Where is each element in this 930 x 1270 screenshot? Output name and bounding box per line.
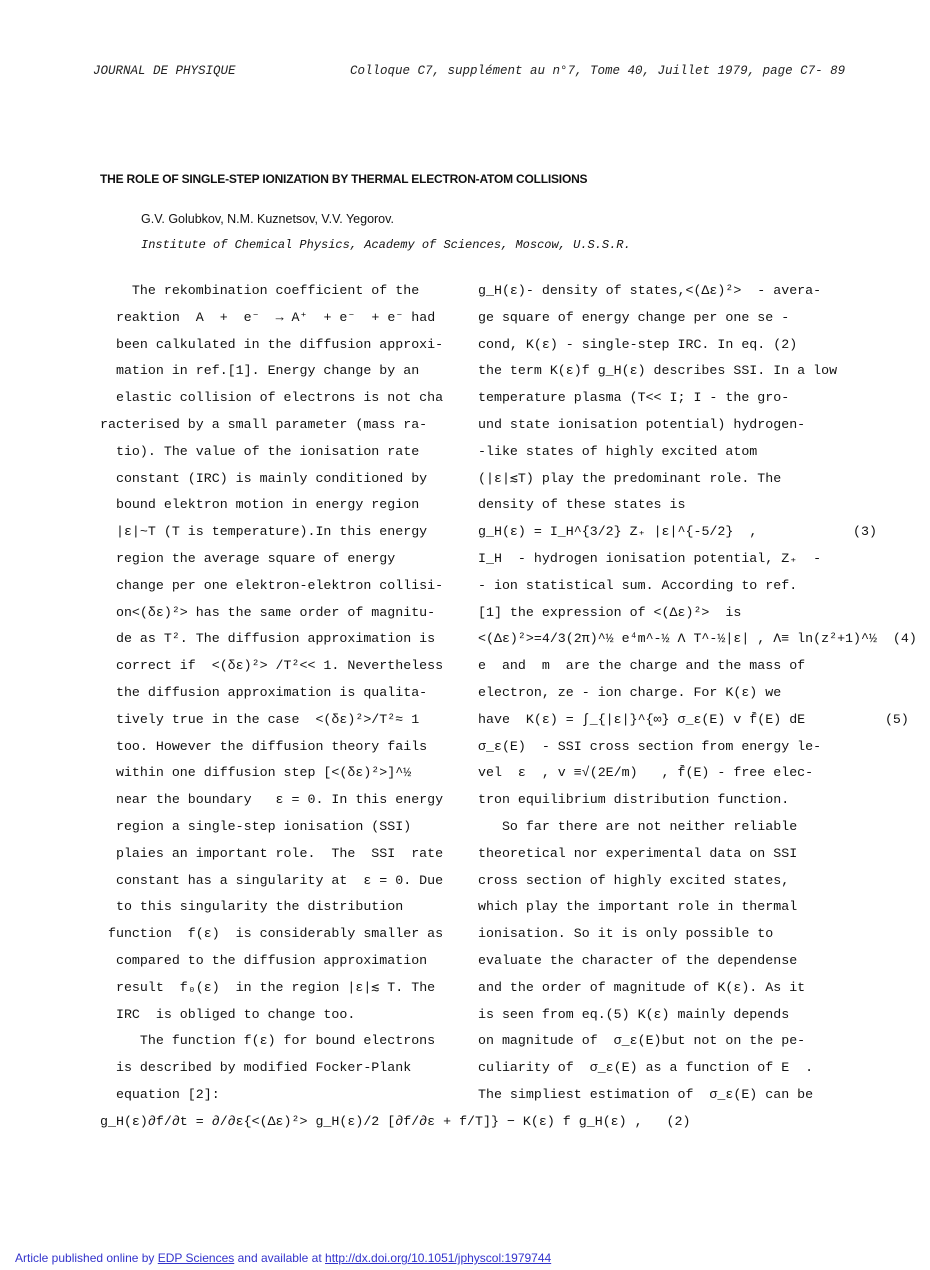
footer-middle: and available at (237, 1251, 322, 1265)
publisher-link[interactable]: EDP Sciences (157, 1251, 235, 1265)
text-line: constant (IRC) is mainly conditioned by (100, 470, 428, 486)
text-line: cond, K(ε) - single-step IRC. In eq. (2) (478, 336, 798, 352)
text-line: culiarity of σ_ε(E) as a function of E . (478, 1060, 814, 1076)
text-line: racterised by a small parameter (mass ra- (100, 416, 428, 432)
text-line: The rekombination coefficient of the (100, 283, 420, 298)
text-line: vel ε , v ≡√(2E/m) , f̄(E) - free elec- (478, 765, 814, 781)
text-line: e and m are the charge and the mass of (478, 658, 806, 674)
text-line: within one diffusion step [<(δε)²>]^½ (100, 765, 412, 781)
text-line: - ion statistical sum. According to ref. (478, 577, 798, 593)
footer (15, 1251, 551, 1265)
paper-title: THE ROLE OF SINGLE-STEP IONIZATION BY THERMAL ELECTRON-ATOM COLLISIONS (100, 172, 588, 186)
text-line: is seen from eq.(5) K(ε) mainly depends (478, 1006, 790, 1022)
text-line: which play the important role in thermal (478, 899, 798, 915)
text-line: und state ionisation potential) hydrogen- (478, 416, 806, 432)
text-line: density of these states is (478, 497, 686, 513)
text-line: tron equilibrium distribution function. (478, 792, 790, 808)
affiliation: Institute of Chemical Physics, Academy of Sciences, Moscow, U.S.S.R. (141, 238, 631, 252)
text-line: change per one elektron-elektron collisi- (100, 577, 444, 593)
text-line: mation in ref.[1]. Energy change by an (100, 363, 420, 379)
text-line: The simpliest estimation of σ_ε(E) can be (478, 1086, 814, 1102)
text-line: and the order of magnitude of K(ε). As it (478, 979, 806, 995)
text-line: function f(ε) is considerably smaller as (100, 926, 444, 942)
text-line: result f₀(ε) in the region |ε|≲ T. The (100, 979, 436, 995)
text-line: tively true in the case <(δε)²>/T²≈ 1 (100, 711, 420, 727)
text-line: |ε|~T (T is temperature).In this energy (100, 524, 428, 540)
text-line: g_H(ε)∂f/∂t = ∂/∂ε{<(Δε)²> g_H(ε)/2 [∂f/∂ε + f/T]} − K(ε) f g_H(ε) , (2) (100, 1113, 691, 1129)
text-line: -like states of highly excited atom (478, 443, 758, 459)
text-line: region the average square of energy (100, 550, 396, 566)
text-line: compared to the diffusion approximation (100, 952, 428, 968)
journal-name: JOURNAL DE PHYSIQUE (93, 64, 236, 78)
text-line: on magnitude of σ_ε(E)but not on the pe- (478, 1033, 806, 1049)
text-line: evaluate the character of the dependense (478, 952, 798, 968)
text-line: plaies an important role. The SSI rate (100, 845, 444, 861)
text-line: is described by modified Focker-Plank (100, 1060, 412, 1076)
text-line: <(Δε)²>=4/3(2π)^½ e⁴m^-½ Λ T^-½|ε| , Λ≡ ln(z²+1)^½ (4) (478, 631, 917, 647)
right-column (478, 280, 917, 1111)
text-line: near the boundary ε = 0. In this energy (100, 792, 444, 808)
text-line: temperature plasma (T<< I; I - the gro- (478, 390, 790, 406)
text-line: on<(δε)²> has the same order of magnitu- (100, 604, 436, 620)
doi-link[interactable]: http://dx.doi.org/10.1051/jphyscol:1979744 (325, 1251, 552, 1265)
text-line: bound elektron motion in energy region (100, 497, 420, 513)
text-line: I_H - hydrogen ionisation potential, Z₊ - (478, 550, 822, 566)
text-line: region a single-step ionisation (SSI) (100, 818, 412, 834)
text-line: elastic collision of electrons is not cha (100, 390, 444, 406)
text-line: to this singularity the distribution (100, 899, 404, 915)
text-line: the term K(ε)f g_H(ε) describes SSI. In a low (478, 363, 838, 379)
text-line: constant has a singularity at ε = 0. Due (100, 872, 444, 888)
text-line: theoretical nor experimental data on SSI (478, 845, 798, 861)
text-line: ionisation. So it is only possible to (478, 926, 774, 942)
issue-citation: Colloque C7, supplément au n°7, Tome 40, Juillet 1979, page C7- 89 (350, 64, 846, 78)
text-line: electron, ze - ion charge. For K(ε) we (478, 684, 782, 700)
text-line: been calkulated in the diffusion approxi- (100, 336, 444, 352)
text-line: correct if <(δε)²> /T²<< 1. Nevertheless (100, 658, 444, 674)
text-line: g_H(ε) = I_H^{3/2} Z₊ |ε|^{-5/2} , (3) (478, 524, 877, 540)
text-line: cross section of highly excited states, (478, 872, 790, 888)
text-line: So far there are not neither reliable (478, 818, 798, 834)
text-line: have K(ε) = ∫_{|ε|}^{∞} σ_ε(E) v f̄(E) dE (5) (478, 711, 909, 727)
text-line: too. However the diffusion theory fails (100, 738, 428, 754)
text-line: de as T². The diffusion approximation is (100, 631, 436, 647)
text-line: (|ε|≲T) play the predominant role. The (478, 470, 782, 486)
text-line: g_H(ε)- density of states,<(Δε)²> - avera- (478, 283, 822, 298)
footer-prefix: Article published online by (15, 1251, 155, 1265)
authors: G.V. Golubkov, N.M. Kuznetsov, V.V. Yegorov. (141, 212, 394, 226)
text-line: reaktion A + e⁻ → A⁺ + e⁻ + e⁻ had (100, 309, 436, 325)
text-line: equation [2]: (100, 1086, 220, 1102)
text-line: tio). The value of the ionisation rate (100, 443, 420, 459)
text-line: the diffusion approximation is qualita- (100, 684, 428, 700)
text-line: IRC is obliged to change too. (100, 1006, 356, 1022)
text-line: σ_ε(E) - SSI cross section from energy le- (478, 738, 822, 754)
text-line: ge square of energy change per one se - (478, 309, 790, 325)
text-line: The function f(ε) for bound electrons (100, 1033, 436, 1049)
text-line: [1] the expression of <(Δε)²> is (478, 604, 742, 620)
